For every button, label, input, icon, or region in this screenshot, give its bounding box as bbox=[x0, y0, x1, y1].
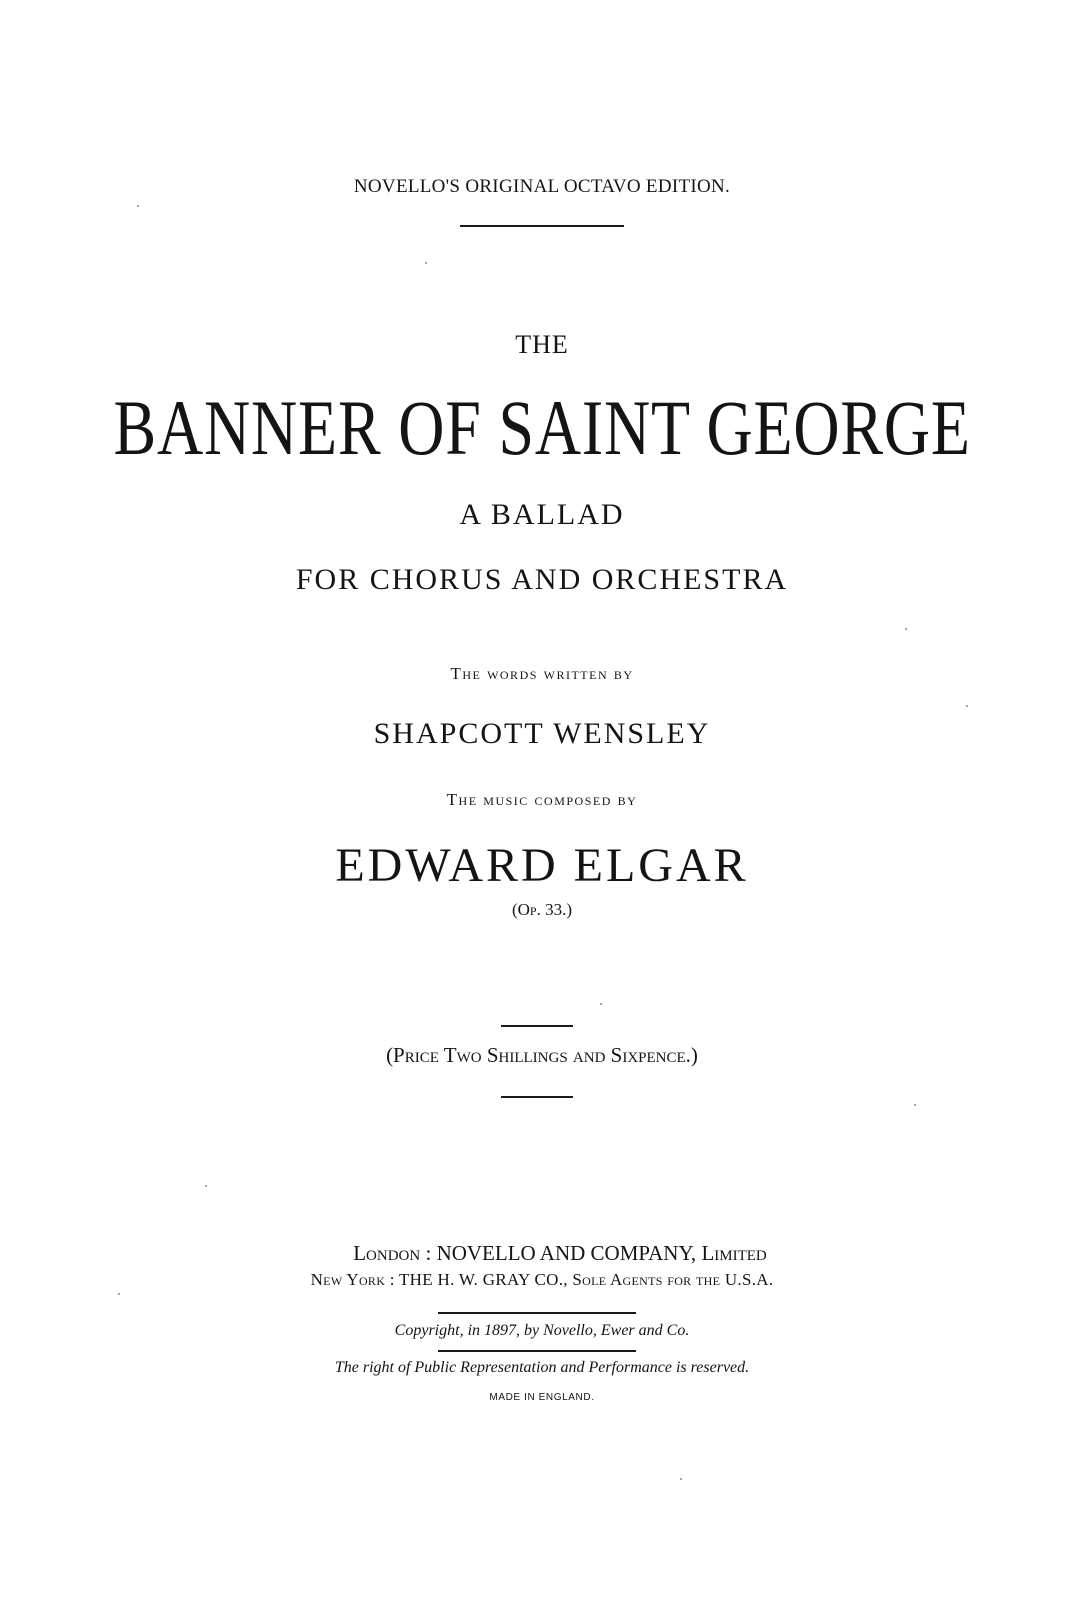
divider-rule-copyright-bottom bbox=[438, 1350, 636, 1352]
work-subtitle: A BALLAD bbox=[459, 498, 625, 531]
london-publisher-name: NOVELLO AND COMPANY, bbox=[436, 1241, 697, 1265]
scan-speck bbox=[914, 1104, 916, 1106]
publisher-newyork bbox=[0, 1270, 1084, 1290]
lyricist-name: SHAPCOTT WENSLEY bbox=[373, 717, 711, 750]
scan-speck bbox=[205, 1185, 207, 1187]
opus-number: (Op. 33.) bbox=[511, 900, 573, 919]
divider-rule-price-top bbox=[501, 1025, 573, 1027]
scan-speck bbox=[966, 705, 968, 707]
performance-rights-notice: The right of Public Representation and Performance is reserved. bbox=[334, 1359, 750, 1376]
edition-heading: NOVELLO'S ORIGINAL OCTAVO EDITION. bbox=[353, 176, 731, 197]
scan-speck bbox=[600, 1003, 602, 1005]
lyricist-credit-label: The words written by bbox=[450, 664, 634, 683]
scan-speck bbox=[118, 1293, 120, 1295]
made-in-notice: MADE IN ENGLAND. bbox=[489, 1392, 595, 1403]
composer-credit-label: The music composed by bbox=[446, 790, 638, 809]
newyork-publisher-name: THE H. W. GRAY CO., bbox=[399, 1270, 568, 1289]
divider-rule-top bbox=[460, 225, 624, 227]
copyright-notice: Copyright, in 1897, by Novello, Ewer and Co. bbox=[394, 1322, 690, 1339]
scoring-line: FOR CHORUS AND ORCHESTRA bbox=[295, 563, 789, 596]
newyork-agent-note: Sole Agents for the bbox=[572, 1270, 721, 1289]
publisher-london bbox=[18, 1241, 1084, 1266]
price-line: (Price Two Shillings and Sixpence.) bbox=[386, 1043, 698, 1067]
newyork-country: U.S.A. bbox=[724, 1270, 774, 1289]
newyork-label: New York : bbox=[310, 1270, 395, 1289]
divider-rule-price-bottom bbox=[501, 1096, 573, 1098]
title-article: THE bbox=[515, 330, 569, 359]
london-label: London : bbox=[353, 1241, 432, 1265]
london-publisher-suffix: Limited bbox=[701, 1241, 767, 1265]
scan-speck bbox=[680, 1478, 682, 1480]
divider-rule-copyright-top bbox=[438, 1312, 636, 1314]
scan-speck bbox=[905, 628, 907, 630]
scan-speck bbox=[425, 262, 427, 264]
composer-name: EDWARD ELGAR bbox=[335, 839, 749, 892]
work-title: BANNER OF SAINT GEORGE bbox=[113, 384, 971, 471]
scan-speck bbox=[137, 205, 139, 207]
